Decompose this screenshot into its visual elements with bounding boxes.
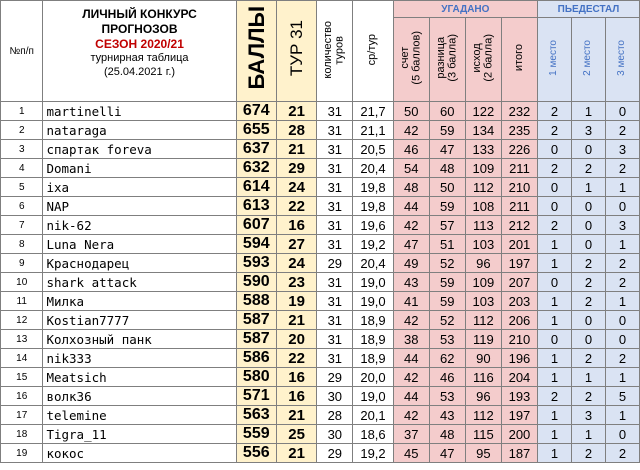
cell-place3: 0 [605,330,639,349]
cell-tour: 21 [276,102,316,121]
cell-score: 559 [236,425,276,444]
cell-num: 19 [1,444,43,463]
cell-total: 207 [501,273,537,292]
cell-num: 6 [1,197,43,216]
table-row [1,178,640,197]
cell-num: 18 [1,425,43,444]
cell-count: 31 [317,178,353,197]
cell-total: 211 [501,197,537,216]
cell-avg: 20,1 [353,406,393,425]
cell-name: Краснодарец [43,254,236,273]
cell-tour: 25 [276,425,316,444]
cell-outcome: 116 [465,368,501,387]
cell-score: 590 [236,273,276,292]
header-diff: разница (3 балла) [429,18,465,102]
cell-score: 556 [236,444,276,463]
cell-score: 571 [236,387,276,406]
cell-tour: 21 [276,444,316,463]
cell-exact: 48 [393,178,429,197]
cell-place1: 1 [538,406,572,425]
cell-count: 30 [317,425,353,444]
cell-place1: 1 [538,311,572,330]
cell-exact: 42 [393,121,429,140]
cell-diff: 53 [429,330,465,349]
cell-place1: 1 [538,444,572,463]
title-line1: ЛИЧНЫЙ КОНКУРС [82,7,197,21]
cell-place2: 0 [571,197,605,216]
cell-tour: 20 [276,330,316,349]
cell-exact: 42 [393,216,429,235]
cell-place1: 1 [538,425,572,444]
cell-num: 2 [1,121,43,140]
table-row [1,254,640,273]
cell-place2: 1 [571,425,605,444]
cell-score: 563 [236,406,276,425]
cell-exact: 42 [393,368,429,387]
cell-num: 1 [1,102,43,121]
cell-diff: 47 [429,444,465,463]
cell-name: martinelli [43,102,236,121]
cell-count: 31 [317,121,353,140]
cell-place2: 1 [571,368,605,387]
cell-name: telemine [43,406,236,425]
header-place1: 1 место [538,18,572,102]
cell-avg: 19,0 [353,387,393,406]
cell-outcome: 115 [465,425,501,444]
cell-exact: 41 [393,292,429,311]
cell-name: shark attack [43,273,236,292]
cell-place3: 0 [605,197,639,216]
table-row [1,235,640,254]
cell-place3: 3 [605,140,639,159]
cell-outcome: 113 [465,216,501,235]
cell-tour: 24 [276,178,316,197]
cell-num: 8 [1,235,43,254]
season-label: СЕЗОН 2020/21 [95,37,184,51]
cell-place3: 1 [605,235,639,254]
cell-count: 31 [317,273,353,292]
cell-total: 204 [501,368,537,387]
cell-place3: 2 [605,273,639,292]
cell-score: 580 [236,368,276,387]
header-title-block [43,1,236,102]
cell-avg: 20,4 [353,159,393,178]
cell-place3: 1 [605,368,639,387]
cell-tour: 16 [276,216,316,235]
cell-outcome: 112 [465,406,501,425]
cell-exact: 47 [393,235,429,254]
cell-place2: 0 [571,216,605,235]
cell-exact: 37 [393,425,429,444]
cell-diff: 59 [429,292,465,311]
cell-diff: 52 [429,254,465,273]
header-score: БАЛЛЫ [236,1,276,102]
cell-tour: 21 [276,140,316,159]
cell-total: 232 [501,102,537,121]
cell-name: Tigra_11 [43,425,236,444]
cell-num: 4 [1,159,43,178]
cell-outcome: 109 [465,159,501,178]
cell-num: 17 [1,406,43,425]
header-outcome: исход (2 балла) [465,18,501,102]
table-row [1,140,640,159]
cell-place3: 2 [605,444,639,463]
cell-score: 593 [236,254,276,273]
cell-name: Meatsich [43,368,236,387]
cell-avg: 18,9 [353,330,393,349]
cell-name: Колхозный панк [43,330,236,349]
cell-score: 655 [236,121,276,140]
cell-place2: 0 [571,140,605,159]
cell-total: 197 [501,406,537,425]
cell-exact: 44 [393,387,429,406]
cell-tour: 19 [276,292,316,311]
cell-score: 613 [236,197,276,216]
cell-diff: 60 [429,102,465,121]
table-row [1,159,640,178]
table-row [1,292,640,311]
cell-place3: 2 [605,121,639,140]
cell-place2: 0 [571,311,605,330]
cell-outcome: 96 [465,387,501,406]
cell-outcome: 122 [465,102,501,121]
cell-place3: 2 [605,159,639,178]
cell-total: 206 [501,311,537,330]
cell-place1: 1 [538,349,572,368]
title-line2: ПРОГНОЗОВ [101,22,178,36]
cell-outcome: 109 [465,273,501,292]
cell-place1: 2 [538,216,572,235]
cell-avg: 18,6 [353,425,393,444]
table-row [1,102,640,121]
cell-score: 607 [236,216,276,235]
cell-exact: 38 [393,330,429,349]
table-row [1,197,640,216]
cell-count: 31 [317,311,353,330]
cell-outcome: 96 [465,254,501,273]
cell-num: 14 [1,349,43,368]
cell-place2: 2 [571,254,605,273]
cell-place2: 0 [571,330,605,349]
cell-tour: 28 [276,121,316,140]
cell-avg: 21,7 [353,102,393,121]
subtitle-line2: (25.04.2021 г.) [103,65,176,78]
cell-place2: 1 [571,178,605,197]
cell-place2: 2 [571,159,605,178]
cell-tour: 29 [276,159,316,178]
cell-place3: 1 [605,178,639,197]
cell-count: 30 [317,387,353,406]
cell-name: Kostian7777 [43,311,236,330]
cell-avg: 20,0 [353,368,393,387]
cell-score: 632 [236,159,276,178]
cell-exact: 44 [393,349,429,368]
cell-place2: 1 [571,102,605,121]
cell-avg: 19,0 [353,292,393,311]
cell-count: 28 [317,406,353,425]
cell-num: 9 [1,254,43,273]
header-place2: 2 место [571,18,605,102]
cell-total: 210 [501,178,537,197]
cell-diff: 47 [429,140,465,159]
cell-total: 203 [501,292,537,311]
table-row [1,311,640,330]
cell-diff: 57 [429,216,465,235]
cell-place1: 1 [538,235,572,254]
header-podium-group: ПЬЕДЕСТАЛ [538,1,640,18]
cell-avg: 19,8 [353,178,393,197]
cell-tour: 21 [276,406,316,425]
cell-total: 193 [501,387,537,406]
cell-num: 5 [1,178,43,197]
cell-name: NAP [43,197,236,216]
header-num: №п/п [1,1,43,102]
cell-outcome: 103 [465,292,501,311]
cell-diff: 59 [429,197,465,216]
cell-avg: 19,0 [353,273,393,292]
cell-place2: 2 [571,349,605,368]
cell-name: Милка [43,292,236,311]
cell-avg: 20,5 [353,140,393,159]
cell-place1: 2 [538,159,572,178]
cell-tour: 22 [276,349,316,368]
cell-place3: 2 [605,254,639,273]
cell-diff: 59 [429,273,465,292]
cell-count: 31 [317,197,353,216]
cell-diff: 48 [429,159,465,178]
cell-place1: 0 [538,178,572,197]
cell-diff: 48 [429,425,465,444]
cell-num: 13 [1,330,43,349]
cell-num: 15 [1,368,43,387]
cell-total: 200 [501,425,537,444]
header-total: итого [501,18,537,102]
header-avg: ср/тур [353,1,393,102]
cell-tour: 24 [276,254,316,273]
cell-total: 235 [501,121,537,140]
cell-name: Luna Nera [43,235,236,254]
cell-place1: 0 [538,197,572,216]
cell-name: nik333 [43,349,236,368]
cell-place1: 1 [538,292,572,311]
cell-total: 187 [501,444,537,463]
table-row [1,330,640,349]
cell-outcome: 90 [465,349,501,368]
cell-avg: 18,9 [353,311,393,330]
cell-outcome: 95 [465,444,501,463]
cell-count: 31 [317,140,353,159]
cell-exact: 45 [393,444,429,463]
cell-place2: 0 [571,235,605,254]
cell-count: 31 [317,349,353,368]
cell-place2: 2 [571,273,605,292]
table-row [1,273,640,292]
table-row [1,425,640,444]
cell-place3: 2 [605,349,639,368]
cell-outcome: 112 [465,178,501,197]
cell-place1: 2 [538,102,572,121]
cell-total: 197 [501,254,537,273]
cell-name: кокос [43,444,236,463]
cell-tour: 21 [276,311,316,330]
header-guessed-group: УГАДАНО [393,1,537,18]
cell-avg: 19,2 [353,235,393,254]
cell-score: 594 [236,235,276,254]
cell-place3: 5 [605,387,639,406]
cell-exact: 46 [393,140,429,159]
cell-num: 7 [1,216,43,235]
table-row [1,444,640,463]
cell-place1: 1 [538,368,572,387]
cell-exact: 43 [393,273,429,292]
cell-diff: 59 [429,121,465,140]
cell-exact: 49 [393,254,429,273]
cell-score: 637 [236,140,276,159]
cell-count: 31 [317,292,353,311]
cell-place1: 1 [538,254,572,273]
cell-diff: 43 [429,406,465,425]
cell-score: 587 [236,330,276,349]
cell-diff: 46 [429,368,465,387]
cell-place2: 2 [571,444,605,463]
cell-name: ixa [43,178,236,197]
cell-avg: 21,1 [353,121,393,140]
cell-name: Domani [43,159,236,178]
cell-exact: 44 [393,197,429,216]
table-row [1,387,640,406]
cell-count: 31 [317,159,353,178]
cell-total: 210 [501,330,537,349]
cell-num: 10 [1,273,43,292]
cell-place1: 0 [538,140,572,159]
cell-num: 16 [1,387,43,406]
table-row [1,121,640,140]
cell-name: спартак foreva [43,140,236,159]
cell-place3: 1 [605,292,639,311]
cell-place3: 0 [605,102,639,121]
cell-diff: 53 [429,387,465,406]
cell-outcome: 119 [465,330,501,349]
cell-diff: 50 [429,178,465,197]
header-place3: 3 место [605,18,639,102]
cell-place1: 0 [538,330,572,349]
cell-score: 586 [236,349,276,368]
cell-place1: 2 [538,387,572,406]
table-body [1,102,640,463]
cell-outcome: 133 [465,140,501,159]
cell-avg: 19,2 [353,444,393,463]
cell-tour: 16 [276,368,316,387]
cell-num: 3 [1,140,43,159]
cell-place1: 2 [538,121,572,140]
cell-diff: 51 [429,235,465,254]
header-tour: ТУР 31 [276,1,316,102]
cell-name: nik-62 [43,216,236,235]
cell-count: 29 [317,368,353,387]
table-row [1,216,640,235]
cell-place3: 0 [605,311,639,330]
cell-place2: 2 [571,292,605,311]
subtitle-line1: турнирная таблица [90,52,189,64]
cell-num: 12 [1,311,43,330]
cell-outcome: 112 [465,311,501,330]
cell-tour: 23 [276,273,316,292]
cell-avg: 19,6 [353,216,393,235]
cell-avg: 19,8 [353,197,393,216]
cell-num: 11 [1,292,43,311]
cell-score: 587 [236,311,276,330]
header-count: количество туров [317,1,353,102]
cell-count: 31 [317,216,353,235]
cell-exact: 42 [393,406,429,425]
cell-place2: 3 [571,406,605,425]
cell-place3: 1 [605,406,639,425]
cell-diff: 52 [429,311,465,330]
cell-count: 29 [317,254,353,273]
cell-place2: 3 [571,121,605,140]
cell-outcome: 108 [465,197,501,216]
cell-place1: 0 [538,273,572,292]
cell-avg: 18,9 [353,349,393,368]
cell-total: 201 [501,235,537,254]
cell-outcome: 134 [465,121,501,140]
cell-tour: 27 [276,235,316,254]
cell-avg: 20,4 [353,254,393,273]
cell-place2: 2 [571,387,605,406]
cell-place3: 0 [605,425,639,444]
cell-count: 31 [317,102,353,121]
cell-total: 226 [501,140,537,159]
cell-name: nataraga [43,121,236,140]
table-row [1,406,640,425]
cell-total: 196 [501,349,537,368]
cell-total: 212 [501,216,537,235]
cell-count: 29 [317,444,353,463]
cell-tour: 16 [276,387,316,406]
cell-exact: 50 [393,102,429,121]
cell-exact: 54 [393,159,429,178]
cell-exact: 42 [393,311,429,330]
cell-count: 31 [317,235,353,254]
cell-total: 211 [501,159,537,178]
cell-outcome: 103 [465,235,501,254]
table-row [1,368,640,387]
cell-diff: 62 [429,349,465,368]
cell-score: 614 [236,178,276,197]
table-row [1,349,640,368]
cell-count: 31 [317,330,353,349]
cell-place3: 3 [605,216,639,235]
cell-name: волк36 [43,387,236,406]
cell-score: 674 [236,102,276,121]
cell-score: 588 [236,292,276,311]
cell-tour: 22 [276,197,316,216]
header-exact: счет (5 баллов) [393,18,429,102]
